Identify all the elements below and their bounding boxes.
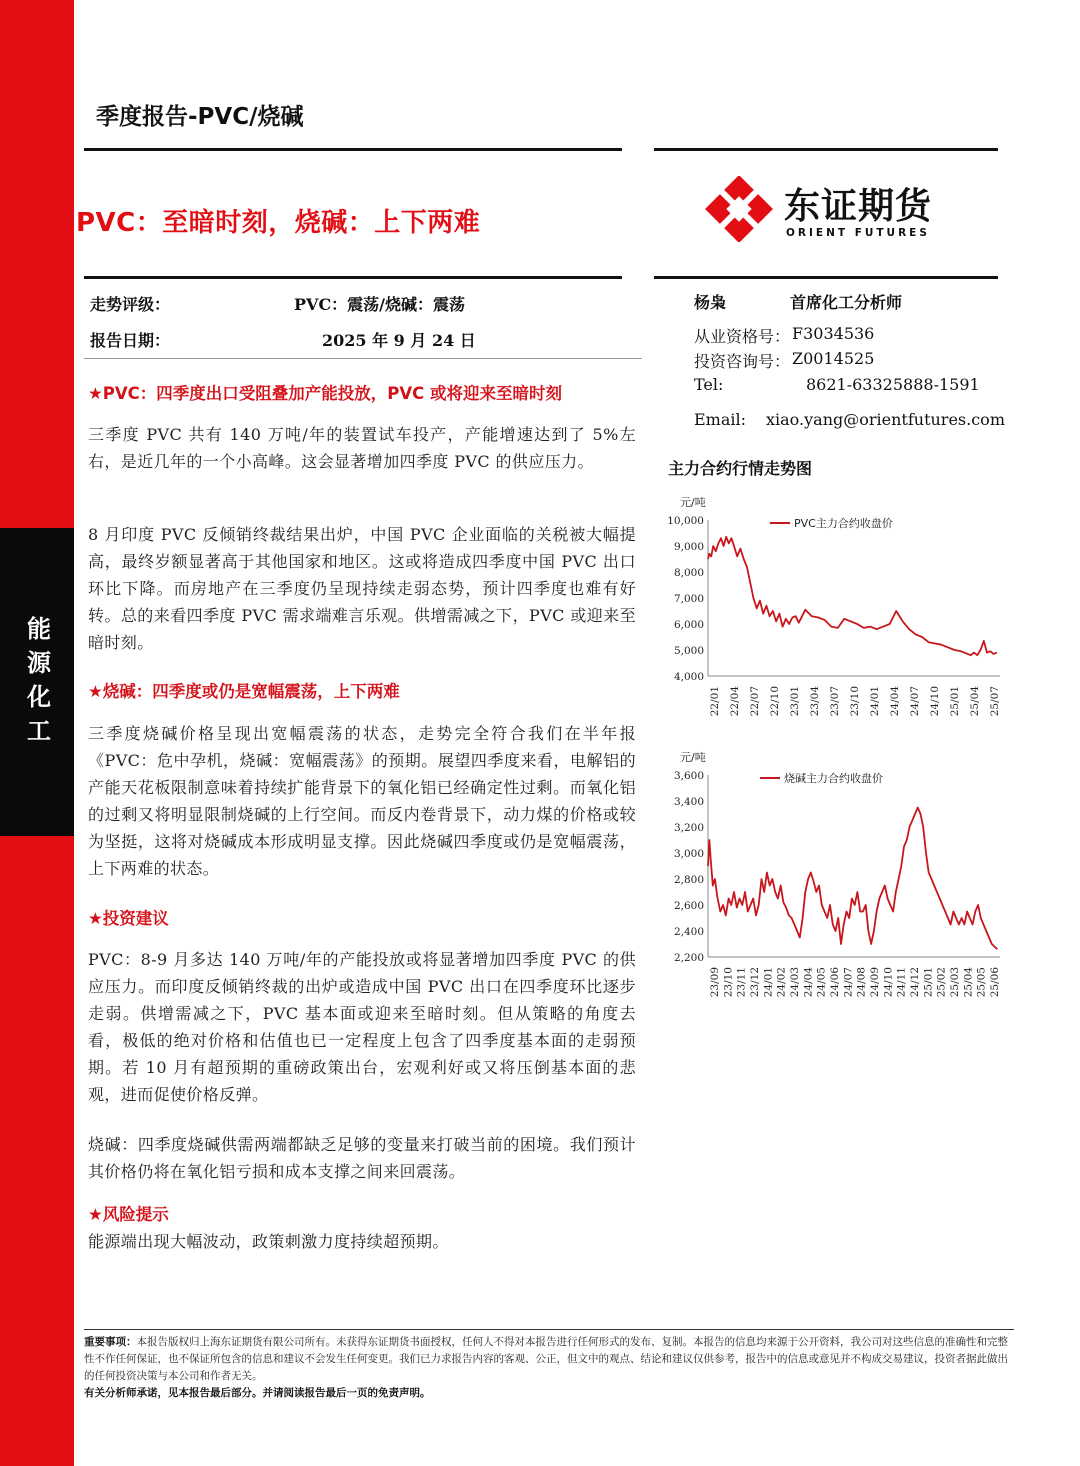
logo-name-cn: 东证期货 bbox=[784, 186, 933, 227]
company-logo bbox=[700, 176, 940, 242]
x-tick-label: 24/10 bbox=[929, 686, 941, 717]
y-tick-label: 3,200 bbox=[673, 822, 704, 834]
x-tick-label: 24/04 bbox=[889, 686, 901, 717]
series-line bbox=[708, 537, 997, 655]
x-tick-label: 25/04 bbox=[969, 686, 981, 717]
x-tick-label: 25/01 bbox=[922, 967, 935, 998]
x-tick-label: 23/07 bbox=[829, 686, 841, 717]
analyst-tel-value: 8621-63325888-1591 bbox=[806, 375, 980, 394]
x-tick-label: 23/04 bbox=[809, 686, 821, 717]
legend-label: 烧碱主力合约收盘价 bbox=[784, 772, 883, 785]
x-tick-label: 23/10 bbox=[722, 967, 735, 998]
rating-value: PVC：震荡/烧碱：震荡 bbox=[294, 295, 466, 314]
header-rule-left bbox=[84, 148, 622, 151]
y-tick-label: 2,400 bbox=[673, 926, 704, 938]
analyst-email-value[interactable]: xiao.yang@orientfutures.com bbox=[766, 410, 1005, 429]
paragraph-caustic-1: 三季度烧碱价格呈现出宽幅震荡的状态，走势完全符合我们在半年报《PVC：危中孕机，烧碱：宽幅震荡》的预期。展望四季度来看，电解铝的产能天花板限制意味着持续扩能背景下的氧化铝已经确定性过剩。而氧化铝的过剩又将明显限制烧碱的上行空间。而反内卷背景下，动力煤的价格或较为坚挺，这将对烧碱成本形成明显支撑。因此烧碱四季度或仍是宽幅震荡，上下两难的状态。 bbox=[88, 724, 636, 878]
report-main-title: PVC：至暗时刻，烧碱：上下两难 bbox=[76, 208, 481, 238]
x-tick-label: 24/01 bbox=[762, 967, 775, 998]
analyst-role: 首席化工分析师 bbox=[790, 293, 903, 312]
x-tick-label: 24/10 bbox=[882, 967, 895, 998]
x-tick-label: 25/03 bbox=[949, 967, 961, 998]
rating-label: 走势评级： bbox=[90, 295, 171, 314]
paragraph-pvc-2: 8 月印度 PVC 反倾销终裁结果出炉，中国 PVC 企业面临的关税被大幅提高，最终岁额显著高于其他国家和地区。这或将造成四季度中国 PVC 出口环比下降。而房地产在三季度仍呈现持续走弱态势，预计四季度也难有好转。总的来看四季度 PVC 需求端难言乐观。供增需减之下，PVC 或迎来至暗时刻。 bbox=[88, 525, 636, 652]
section-heading-risk: ★风险提示 bbox=[88, 1205, 169, 1224]
footer-rule bbox=[84, 1329, 1014, 1330]
analyst-cert-label: 从业资格号： bbox=[694, 327, 791, 346]
sidebar-char: 源 bbox=[27, 649, 51, 677]
analyst-tel-label: Tel: bbox=[694, 375, 724, 394]
x-tick-label: 23/10 bbox=[849, 686, 861, 717]
header-rule-right bbox=[654, 148, 998, 151]
y-tick-label: 6,000 bbox=[673, 619, 704, 631]
x-tick-label: 25/02 bbox=[935, 967, 948, 998]
x-tick-label: 24/09 bbox=[869, 967, 881, 998]
y-tick-label: 7,000 bbox=[673, 593, 704, 605]
title-rule-right bbox=[654, 276, 998, 279]
x-tick-label: 22/10 bbox=[769, 686, 781, 717]
title-rule-left bbox=[84, 276, 622, 279]
x-tick-label: 23/09 bbox=[709, 967, 721, 998]
y-tick-label: 2,200 bbox=[673, 952, 704, 964]
x-tick-label: 23/11 bbox=[735, 967, 748, 998]
charts-title: 主力合约行情走势图 bbox=[668, 459, 813, 478]
y-unit-label: 元/吨 bbox=[680, 496, 706, 509]
x-tick-label: 24/07 bbox=[909, 686, 921, 717]
y-tick-label: 3,600 bbox=[673, 770, 704, 782]
section-heading-advice: ★投资建议 bbox=[88, 909, 169, 928]
section-heading-pvc: ★PVC：四季度出口受阻叠加产能投放，PVC 或将迎来至暗时刻 bbox=[88, 384, 562, 403]
sidebar-char: 化 bbox=[27, 683, 51, 711]
x-tick-label: 23/01 bbox=[789, 686, 801, 717]
y-tick-label: 8,000 bbox=[673, 567, 704, 579]
x-tick-label: 22/01 bbox=[709, 686, 721, 717]
analyst-consult-label: 投资咨询号： bbox=[694, 352, 791, 371]
x-tick-label: 24/05 bbox=[815, 967, 828, 998]
paragraph-advice-1: PVC：8-9 月多达 140 万吨/年的产能投放或将显著增加四季度 PVC 的供应压力。而印度反倾销终裁的出炉或造成中国 PVC 出口在四季度环比逐步走弱。供增需减之下，PVC 基本面或迎来至暗时刻。但从策略的角度去看，极低的绝对价格和估值也已一定程度上包含了四季度基本面的走弱预期。若 10 月有超预期的重磅政策出台，宏观利好或又将压倒基本面的悲观，进而促使价格反弹。 bbox=[88, 950, 636, 1104]
analyst-name: 杨枭 bbox=[694, 293, 727, 312]
y-unit-label: 元/吨 bbox=[680, 751, 706, 764]
disclaimer-line: 有关分析师承诺，见本报告最后部分。并请阅读报告最后一页的免责声明。 bbox=[84, 1387, 431, 1399]
y-tick-label: 2,600 bbox=[673, 900, 704, 912]
series-line bbox=[708, 808, 997, 950]
paragraph-pvc-1: 三季度 PVC 共有 140 万吨/年的装置试车投产，产能增速达到了 5%左右，是近几年的一个小高峰。这会显著增加四季度 PVC 的供应压力。 bbox=[88, 425, 636, 471]
y-tick-label: 5,000 bbox=[673, 645, 704, 657]
y-tick-label: 4,000 bbox=[673, 671, 704, 683]
section-heading-caustic: ★烧碱：四季度或仍是宽幅震荡，上下两难 bbox=[88, 682, 400, 701]
y-tick-label: 9,000 bbox=[673, 541, 704, 553]
sidebar-char: 工 bbox=[27, 717, 51, 745]
date-value: 2025 年 9 月 24 日 bbox=[322, 331, 476, 350]
x-tick-label: 25/01 bbox=[949, 686, 961, 717]
x-tick-label: 24/06 bbox=[829, 967, 841, 998]
caustic-soda-price-chart bbox=[660, 744, 1010, 1004]
x-tick-label: 25/06 bbox=[989, 967, 1001, 998]
x-tick-label: 25/05 bbox=[975, 967, 988, 998]
x-tick-label: 22/04 bbox=[729, 686, 741, 717]
x-tick-label: 23/12 bbox=[749, 967, 761, 998]
analyst-email-label: Email: bbox=[694, 410, 747, 429]
notice-text: 本报告版权归上海东证期货有限公司所有。未获得东证期货书面授权，任何人不得对本报告进行任何形式的发布、复制。本报告的信息均来源于公开资料，我公司对这些信息的准确性和完整性不作任何保证，也不保证所包含的信息和建议不会发生任何变更。我们已力求报告内容的客观、公正，但文中的观点、结论和建议仅供参考，报告中的信息或意见并不构成交易建议，投资者据此做出的任何投资决策与本公司和作者无关。 bbox=[84, 1336, 1008, 1382]
analyst-cert-value: F3034536 bbox=[792, 324, 875, 343]
paragraph-advice-2: 烧碱：四季度烧碱供需两端都缺乏足够的变量来打破当前的困境。我们预计其价格仍将在氧化铝亏损和成本支撑之间来回震荡。 bbox=[88, 1135, 636, 1181]
x-tick-label: 24/03 bbox=[789, 967, 801, 998]
notice-label: 重要事项： bbox=[84, 1336, 137, 1348]
x-tick-label: 24/11 bbox=[895, 967, 908, 998]
x-tick-label: 24/08 bbox=[855, 967, 868, 998]
sidebar-category-label bbox=[22, 612, 56, 748]
date-label: 报告日期： bbox=[90, 331, 171, 350]
x-tick-label: 25/07 bbox=[989, 686, 1001, 717]
meta-divider bbox=[84, 358, 642, 359]
x-tick-label: 24/01 bbox=[869, 686, 881, 717]
document-title: 季度报告-PVC/烧碱 bbox=[96, 104, 304, 130]
y-tick-label: 3,000 bbox=[673, 848, 704, 860]
x-tick-label: 24/02 bbox=[775, 967, 788, 998]
analyst-consult-value: Z0014525 bbox=[792, 349, 875, 368]
logo-name-en: ORIENT FUTURES bbox=[786, 227, 930, 239]
x-tick-label: 22/07 bbox=[749, 686, 761, 717]
x-tick-label: 25/04 bbox=[962, 967, 975, 998]
y-tick-label: 2,800 bbox=[673, 874, 704, 886]
paragraph-risk-1: 能源端出现大幅波动，政策刺激力度持续超预期。 bbox=[88, 1232, 449, 1251]
y-tick-label: 3,400 bbox=[673, 796, 704, 808]
pvc-price-chart bbox=[660, 492, 1010, 742]
x-tick-label: 24/04 bbox=[802, 967, 815, 998]
legal-footer bbox=[84, 1334, 1014, 1402]
x-tick-label: 24/12 bbox=[909, 967, 921, 998]
sidebar-char: 能 bbox=[27, 615, 51, 643]
logo-mark-icon bbox=[704, 176, 774, 242]
legend-label: PVC主力合约收盘价 bbox=[794, 517, 893, 530]
y-tick-label: 10,000 bbox=[667, 515, 704, 527]
x-tick-label: 24/07 bbox=[842, 967, 855, 998]
